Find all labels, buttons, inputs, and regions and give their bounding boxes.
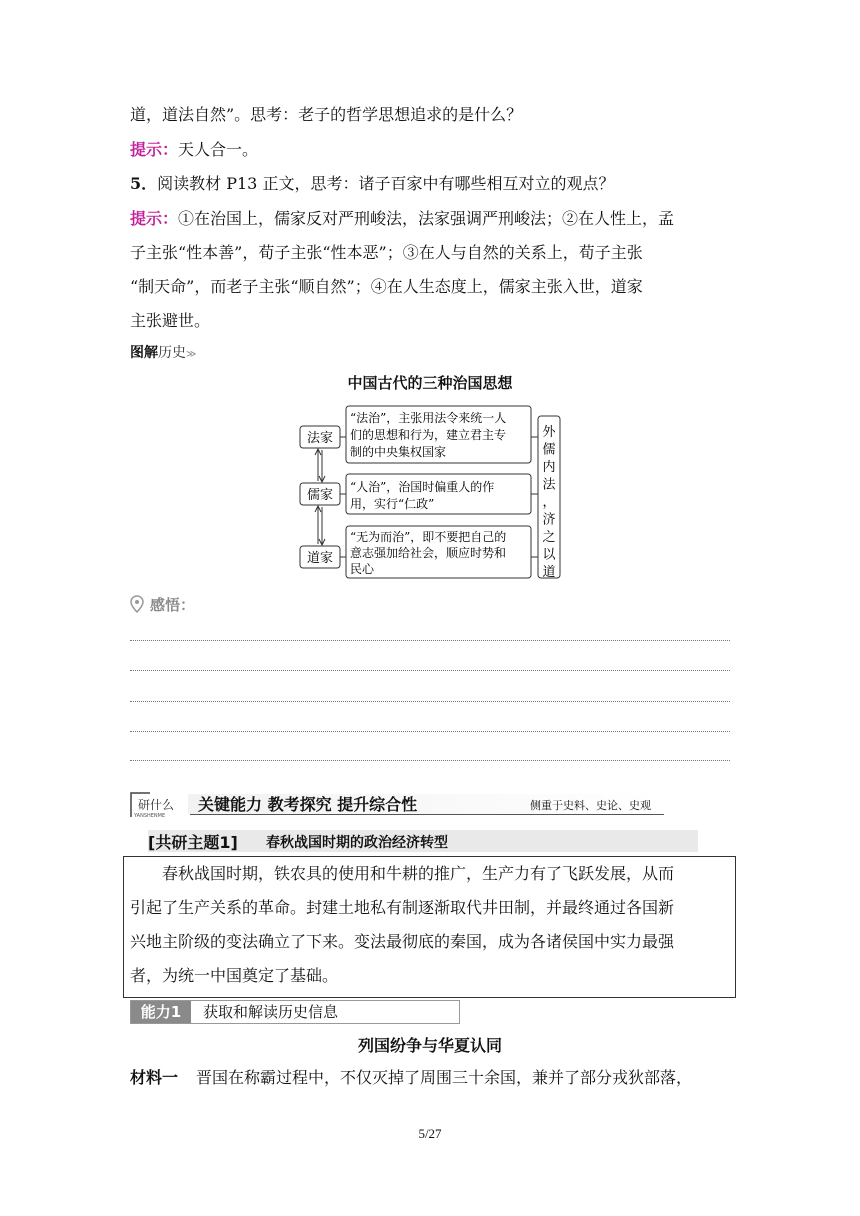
reflection-label: 感悟： <box>150 596 196 614</box>
school-name: 道家 <box>306 551 334 566</box>
chevron-down-icon: ≫ <box>186 349 197 360</box>
material-title: 列国纷争与华夏认同 <box>357 1036 502 1055</box>
material-label: 材料一 <box>130 1068 179 1087</box>
material-text: 晋国在称霸过程中，不仅灭掉了周围三十余国，兼并了部分戎狄部落， <box>196 1068 693 1087</box>
school-name: 法家 <box>306 431 334 446</box>
summary-char: ， <box>542 495 556 510</box>
writing-line <box>130 670 730 671</box>
banner-underline <box>190 814 664 815</box>
page-number: 5/27 <box>418 1126 442 1141</box>
school-box-fajia <box>300 426 340 448</box>
ability-tag <box>130 1000 460 1024</box>
banner-logo <box>130 792 192 818</box>
reflection-heading <box>130 594 195 615</box>
topic-number: 共研主题1 <box>155 833 231 852</box>
hint-label: 提示： <box>130 140 179 159</box>
writing-line <box>130 731 730 732</box>
summary-char: 内 <box>542 460 556 475</box>
banner-title: 关键能力 教考探究 提升综合性 <box>198 795 418 814</box>
passage-line: 者，为统一中国奠定了基础。 <box>130 966 339 985</box>
ability-label: 能力1 <box>131 1001 191 1023</box>
summary-char: 以 <box>542 547 556 563</box>
writing-line <box>130 640 730 641</box>
material-line <box>130 1067 692 1089</box>
hint-text: 天人合一。 <box>178 140 259 159</box>
desc-line: 意志强加给社会，顺应时势和 <box>350 546 507 560</box>
desc-line: “人治”，治国时偏重人的作 <box>350 480 495 494</box>
desc-line: 们的思想和行为，建立君主专 <box>350 428 507 442</box>
summary-char: 法 <box>542 477 556 493</box>
desc-box-fajia <box>346 406 531 463</box>
school-box-daojia <box>300 546 340 568</box>
topic-title: 春秋战国时期的政治经济转型 <box>266 835 448 851</box>
section-heading <box>130 342 196 362</box>
desc-line: 制的中央集权国家 <box>350 445 447 459</box>
hint-text-line: 子主张“性本善”，荀子主张“性本恶”；③在人与自然的关系上，荀子主张 <box>130 243 643 262</box>
hint-text: ①在治国上，儒家反对严刑峻法，法家强调严刑峻法；②在人性上，孟 <box>178 209 675 228</box>
hint-text-line: “制天命”，而老子主张“顺自然”；④在人生态度上，儒家主张入世，道家 <box>130 277 643 296</box>
topic-tag <box>148 830 238 853</box>
desc-line: “无为而治”，即不要把自己的 <box>350 530 507 544</box>
writing-line <box>130 701 730 702</box>
section-heading-bold: 图解 <box>130 345 158 361</box>
writing-line <box>130 760 730 761</box>
summary-char: 济 <box>542 512 556 528</box>
summary-char: 儒 <box>542 442 556 458</box>
summary-text <box>542 425 556 580</box>
desc-box-daojia <box>346 526 531 578</box>
summary-char: 外 <box>542 425 556 440</box>
diagram-title: 中国古代的三种治国思想 <box>347 374 513 392</box>
bracket-close: ] <box>230 833 238 852</box>
governance-diagram <box>290 402 570 582</box>
passage-line: 春秋战国时期，铁农具的使用和牛耕的推广，生产力有了飞跃发展，从而 <box>162 864 675 883</box>
passage-line: 兴地主阶级的变法确立了下来。变法最彻底的秦国，成为各诸侯国中实力最强 <box>130 932 675 951</box>
school-name: 儒家 <box>306 488 334 503</box>
hint-label: 提示： <box>130 209 179 228</box>
question-number: 5． <box>130 174 158 193</box>
bracket-open: [ <box>148 833 156 852</box>
school-box-rujia <box>300 483 340 505</box>
question-line <box>130 173 614 195</box>
banner-logo-text: 研什么 <box>138 798 175 812</box>
hint-line <box>130 139 258 161</box>
desc-line: 民心 <box>350 562 375 576</box>
hint-line <box>130 208 674 230</box>
banner-logo-sub: YANSHENME <box>134 813 166 818</box>
ability-title: 获取和解读历史信息 <box>203 1003 339 1021</box>
summary-box <box>538 416 560 580</box>
summary-char: 之 <box>542 530 556 545</box>
section-banner <box>130 792 664 818</box>
location-pin-icon <box>130 595 144 613</box>
intro-passage <box>123 856 736 998</box>
summary-char: 道 <box>542 565 556 580</box>
question-text: 阅读教材 P13 正文，思考：诸子百家中有哪些相互对立的观点？ <box>157 174 615 193</box>
research-topic <box>148 830 698 852</box>
paragraph-line: 道，道法自然”。思考：老子的哲学思想追求的是什么？ <box>130 105 523 124</box>
desc-line: “法治”，主张用法令来统一人 <box>350 411 507 425</box>
banner-subtitle: 侧重于史料、史论、史观 <box>530 799 651 812</box>
desc-line: 用，实行“仁政” <box>350 497 435 511</box>
hint-text-line: 主张避世。 <box>130 311 211 330</box>
passage-line: 引起了生产关系的革命。封建土地私有制逐渐取代井田制，并最终通过各国新 <box>130 898 675 917</box>
desc-box-rujia <box>346 474 531 514</box>
section-heading-light: 历史 <box>158 345 186 361</box>
